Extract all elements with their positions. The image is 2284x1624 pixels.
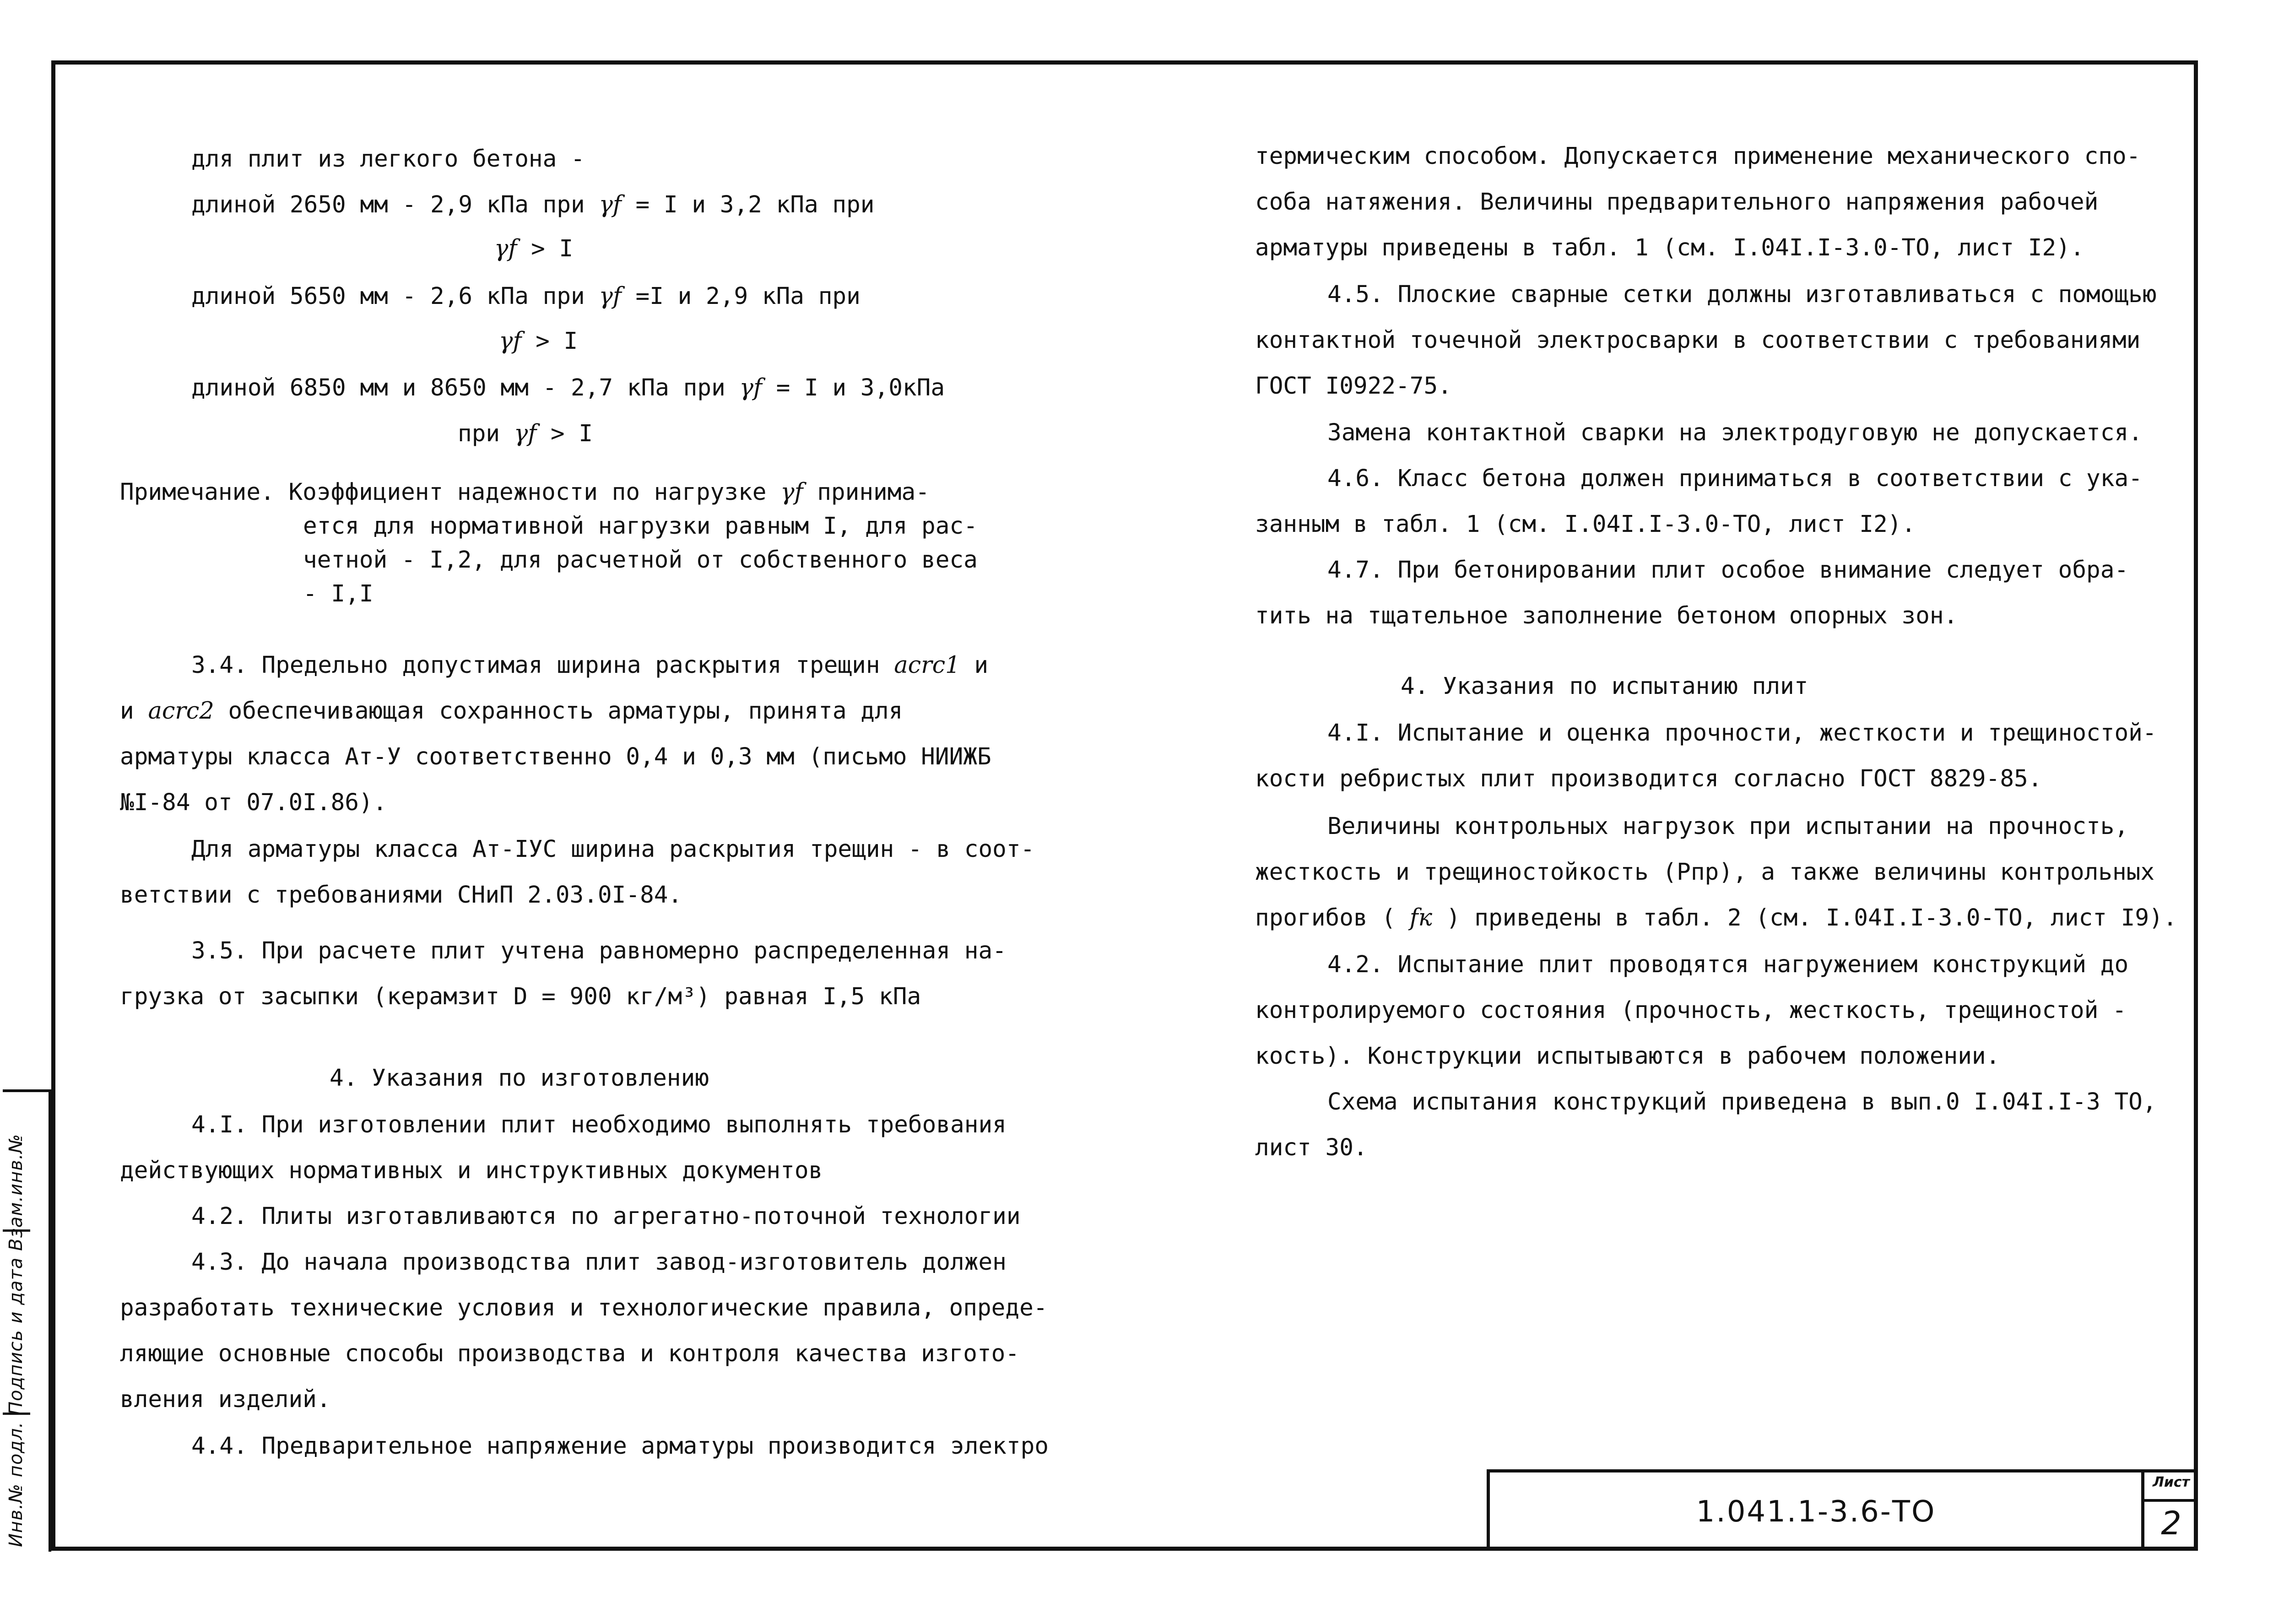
text-line: кости ребристых плит производится согласно ГОСТ 8829-85.: [1255, 765, 2042, 792]
text-line: Величины контрольных нагрузок при испытании на прочность,: [1327, 813, 2129, 840]
text-line: γf > I: [494, 235, 574, 262]
document-code: 1.041.1-3.6-ТО: [1696, 1494, 1936, 1529]
divider: [2144, 1499, 2198, 1502]
text-line: 3.5. При расчете плит учтена равномерно распределенная на-: [191, 937, 1007, 964]
text-line: 4.I. Испытание и оценка прочности, жесткости и трещиностой-: [1327, 720, 2157, 747]
text-line: 3.4. Предельно допустимая ширина раскрытия трещин acrc1 и: [191, 652, 989, 679]
text-line: Для арматуры класса Ат-IУС ширина раскрытия трещин - в соот-: [191, 836, 1035, 863]
crack-width-symbol: acrc2: [148, 698, 214, 725]
text-line: прогибов ( fк ) приведены в табл. 2 (см. I.04I.I-3.0-ТО, лист I9).: [1255, 904, 2177, 931]
text-line: контактной точечной электросварки в соответствии с требованиями: [1255, 327, 2141, 354]
text-line: тить на тщательное заполнение бетоном опорных зон.: [1255, 602, 1958, 629]
text-line: 4.2. Испытание плит проводятся нагружением конструкций до: [1327, 951, 2129, 978]
text-line: при γf > I: [458, 420, 593, 447]
text-line: ляющие основные способы производства и контроля качества изгото-: [120, 1340, 1020, 1367]
text-line: грузка от засыпки (керамзит D = 900 кг/м³) равная I,5 кПа: [120, 983, 921, 1010]
text-line: арматуры класса Ат-У соответственно 0,4 и 0,3 мм (письмо НИИЖБ: [120, 743, 991, 770]
text-line: арматуры приведены в табл. 1 (см. I.04I.I-3.0-ТО, лист I2).: [1255, 234, 2084, 261]
note-line: - I,I: [303, 580, 373, 607]
text-line: ГОСТ I0922-75.: [1255, 373, 1452, 400]
gamma-f-symbol: γf: [599, 191, 622, 218]
text-line: Схема испытания конструкций приведена в вып.0 I.04I.I-3 ТО,: [1327, 1088, 2157, 1115]
crack-width-symbol: acrc1: [894, 652, 960, 679]
text-line: 4.I. При изготовлении плит необходимо выполнять требования: [191, 1111, 1007, 1138]
text-line: ветствии с требованиями СНиП 2.03.0I-84.: [120, 882, 682, 909]
gamma-f-symbol: γf: [599, 283, 622, 310]
sheet-number: 2: [2161, 1505, 2181, 1542]
section-heading: 4. Указания по изготовлению: [330, 1065, 709, 1092]
section-heading: 4. Указания по испытанию плит: [1401, 673, 1808, 700]
text-line: разработать технические условия и технологические правила, опреде-: [120, 1294, 1048, 1321]
text-line: и acrc2 обеспечивающая сохранность арматуры, принята для: [120, 698, 903, 725]
gamma-f-symbol: γf: [494, 235, 517, 262]
deflection-symbol: fк: [1409, 904, 1433, 931]
text-line: вления изделий.: [120, 1386, 331, 1413]
text-line: для плит из легкого бетона -: [191, 146, 585, 173]
text-line: длиной 5650 мм - 2,6 кПа при γf =I и 2,9 кПа при: [191, 283, 861, 310]
note-line: ется для нормативной нагрузки равным I, для рас-: [303, 513, 978, 540]
text-line: 4.3. До начала производства плит завод-изготовитель должен: [191, 1249, 1007, 1276]
gamma-f-symbol: γf: [739, 374, 762, 401]
text-line: γf > I: [499, 328, 578, 355]
text-line: жесткость и трещиностойкость (Рпр), а также величины контрольных: [1255, 859, 2155, 886]
margin-stamp-text: Инв.№ подл. Подпись и дата Взам.инв.№: [5, 1133, 27, 1547]
text-line: соба натяжения. Величины предварительного напряжения рабочей: [1255, 189, 2099, 216]
text-line: лист 30.: [1255, 1134, 1368, 1161]
note-line: Примечание. Коэффициент надежности по нагрузке γf принима-: [120, 479, 930, 506]
gamma-f-symbol: γf: [514, 420, 537, 447]
text-line: термическим способом. Допускается применение механического спо-: [1255, 143, 2141, 170]
title-block: [1487, 1469, 2198, 1551]
text-line: Замена контактной сварки на электродуговую не допускается.: [1327, 419, 2143, 446]
gamma-f-symbol: γf: [780, 479, 803, 506]
text-line: 4.4. Предварительное напряжение арматуры производится электро: [191, 1433, 1049, 1460]
text-line: 4.7. При бетонировании плит особое внимание следует обра-: [1327, 557, 2129, 584]
text-line: №I-84 от 07.0I.86).: [120, 789, 387, 816]
text-line: длиной 2650 мм - 2,9 кПа при γf = I и 3,2 кПа при: [191, 191, 875, 218]
text-line: контролируемого состояния (прочность, жесткость, трещиностой -: [1255, 997, 2127, 1024]
text-line: кость). Конструкции испытываются в рабочем положении.: [1255, 1043, 2000, 1070]
text-line: 4.2. Плиты изготавливаются по агрегатно-поточной технологии: [191, 1203, 1021, 1230]
text-line: 4.6. Класс бетона должен приниматься в соответствии с ука-: [1327, 465, 2143, 492]
gamma-f-symbol: γf: [499, 328, 522, 355]
text-line: 4.5. Плоские сварные сетки должны изготавливаться с помощью: [1327, 281, 2157, 308]
note-line: четной - I,2, для расчетной от собственного веса: [303, 547, 978, 574]
sheet-label: Лист: [2152, 1474, 2190, 1490]
sheet-cell: [2141, 1472, 2198, 1551]
text-line: действующих нормативных и инструктивных документов: [120, 1157, 823, 1184]
text-line: занным в табл. 1 (см. I.04I.I-3.0-ТО, лист I2).: [1255, 511, 1916, 538]
text-line: длиной 6850 мм и 8650 мм - 2,7 кПа при γf = I и 3,0кПа: [191, 374, 945, 401]
